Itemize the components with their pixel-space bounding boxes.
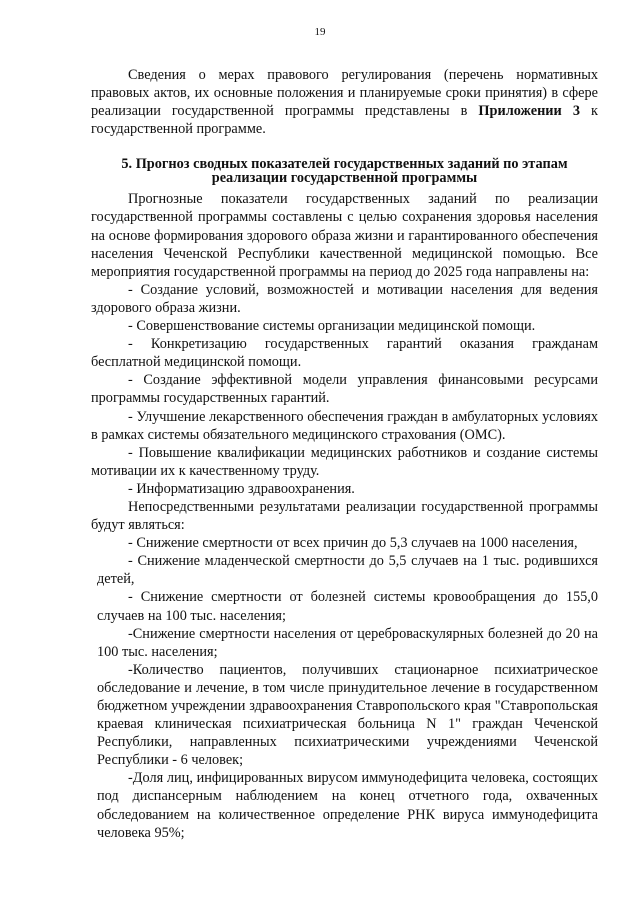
measure-item: - Совершенствование системы организации медицинской помощи. (128, 318, 536, 335)
page-number: 19 (314, 26, 326, 38)
lead-paragraph: Прогнозные показатели государственных заданий по реализации государственной программы составлены с целью сохранения здоровья населения на основе формирования здорового образа жизни и гарантированного обеспечения населения Чеченской Республики качественной медицинской помощью. Все мероприятия государственной программы на период до 2025 года направлены на: (91, 191, 598, 280)
result-item: - Снижение смертности от болезней системы кровообращения до 155,0 случаев на 100 тыс. населения; (97, 589, 598, 624)
measure-item: - Создание эффективной модели управления финансовыми ресурсами программы государственных гарантий. (91, 372, 598, 407)
result-item: -Количество пациентов, получивших стационарное психиатрическое обследование и лечение, в том числе принудительное лечение в государственном бюджетном учреждении здравоохранения Ставропольского края "Ставропольская краевая клиническая психиатрическая больница N 1" граждан Чеченской Республики, направленных психиатрическими учреждениями Чеченской Республики - 6 человек; (97, 661, 598, 769)
result-item: -Снижение смертности населения от цереброваскулярных болезней до 20 на 100 тыс. населения; (97, 625, 598, 660)
page-content (91, 66, 598, 842)
results-list (91, 534, 598, 842)
measure-item: - Улучшение лекарственного обеспечения граждан в амбулаторных условиях в рамках системы обязательного медицинского страхования (ОМС). (91, 408, 598, 443)
intro-tail: к государственной программе. (91, 103, 598, 138)
section-heading-line-1: 5. Прогноз сводных показателей государственных заданий по этапам (121, 156, 568, 173)
result-item: -Доля лиц, инфицированных вирусом иммунодефицита человека, состоящих под диспансерным наблюдением на конец отчетного года, охваченных обследованием на количественное определение РНК вируса иммунодефицита человека 95%; (97, 770, 598, 841)
measure-item: - Информатизацию здравоохранения. (128, 480, 355, 497)
section-heading (91, 157, 598, 185)
measure-item: - Создание условий, возможностей и мотивации населения для ведения здорового образа жизни. (91, 281, 598, 316)
results-intro: Непосредственными результатами реализации государственной программы будут являться: (91, 498, 598, 534)
section-heading-line-2: реализации государственной программы (211, 170, 478, 187)
intro-paragraph (91, 66, 598, 138)
result-item: - Снижение младенческой смертности до 5,5 случаев на 1 тыс. родившихся детей, (97, 553, 598, 588)
result-item: - Снижение смертности от всех причин до 5,3 случаев на 1000 населения, (128, 535, 578, 552)
appendix-reference: Приложении 3 (478, 103, 580, 120)
measures-list (91, 281, 598, 498)
measure-item: - Конкретизацию государственных гарантий оказания гражданам бесплатной медицинской помощи. (91, 336, 598, 371)
measure-item: - Повышение квалификации медицинских работников и создание системы мотивации их к качественному труду. (91, 444, 598, 479)
intro-text: Сведения о мерах правового регулирования (перечень нормативных правовых актов, их основные положения и планируемые сроки принятия) в сфере реализации государственной программы представлены в (91, 67, 598, 120)
